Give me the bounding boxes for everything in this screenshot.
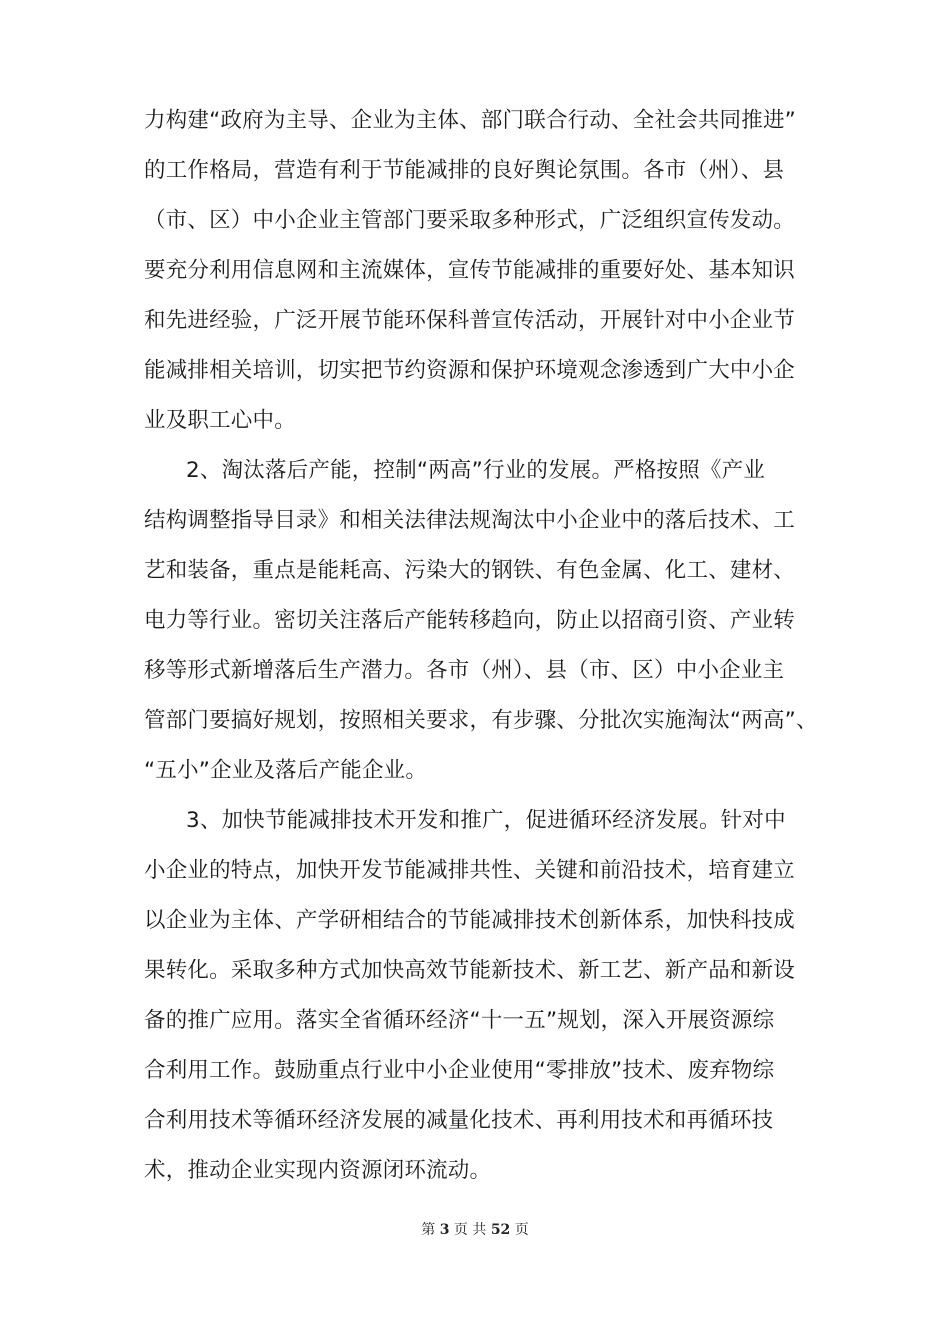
- footer-suffix: 页: [514, 1222, 529, 1238]
- text-line: 果转化。采取多种方式加快高效节能新技术、新工艺、新产品和新设: [144, 958, 796, 983]
- text-line: 要充分利用信息网和主流媒体，宣传节能减排的重要好处、基本知识: [144, 258, 796, 283]
- text-line: 业及职工心中。: [144, 408, 296, 433]
- text-line: 和先进经验，广泛开展节能环保科普宣传活动，开展针对中小企业节: [144, 308, 796, 333]
- page-footer: [0, 1219, 950, 1239]
- text-line: 能减排相关培训，切实把节约资源和保护环境观念渗透到广大中小企: [144, 358, 796, 383]
- text-line: 以企业为主体、产学研相结合的节能减排技术创新体系，加快科技成: [144, 908, 796, 933]
- text-line: 小企业的特点，加快开发节能减排共性、关键和前沿技术，培育建立: [144, 858, 796, 883]
- text-line: 电力等行业。密切关注落后产能转移趋向，防止以招商引资、产业转: [144, 608, 796, 633]
- total-page-count: 52: [490, 1222, 511, 1238]
- text-line: 合利用工作。鼓励重点行业中小企业使用“零排放”技术、废弃物综: [144, 1058, 775, 1083]
- footer-prefix: 第: [421, 1222, 436, 1238]
- paragraph-first-line: 3、加快节能减排技术开发和推广，促进循环经济发展。针对中: [186, 808, 786, 833]
- text-line: 合利用技术等循环经济发展的减量化技术、再利用技术和再循环技: [144, 1108, 774, 1133]
- text-line: 移等形式新增落后生产潜力。各市（州）、县（市、区）中小企业主: [144, 658, 785, 683]
- text-line: 的工作格局，营造有利于节能减排的良好舆论氛围。各市（州）、县: [144, 158, 785, 183]
- text-line: 术，推动企业实现内资源闭环流动。: [144, 1158, 492, 1183]
- text-line: 力构建“政府为主导、企业为主体、部门联合行动、全社会共同推进”: [144, 108, 796, 133]
- text-line: 艺和装备，重点是能耗高、污染大的钢铁、有色金属、化工、建材、: [144, 558, 796, 583]
- footer-mid: 页 共: [453, 1222, 487, 1238]
- text-line: “五小”企业及落后产能企业。: [144, 758, 428, 783]
- text-line: （市、区）中小企业主管部门要采取多种形式，广泛组织宣传发动。: [144, 208, 796, 233]
- paragraph-first-line: 2、淘汰落后产能，控制“两高”行业的发展。严格按照《产业: [186, 458, 766, 483]
- text-line: 备的推广应用。落实全省循环经济“十一五”规划，深入开展资源综: [144, 1008, 775, 1033]
- text-line: 管部门要搞好规划，按照相关要求，有步骤、分批次实施淘汰“两高”、: [144, 708, 818, 733]
- current-page-number: 3: [439, 1222, 450, 1238]
- text-line: 结构调整指导目录》和相关法律法规淘汰中小企业中的落后技术、工: [144, 508, 796, 533]
